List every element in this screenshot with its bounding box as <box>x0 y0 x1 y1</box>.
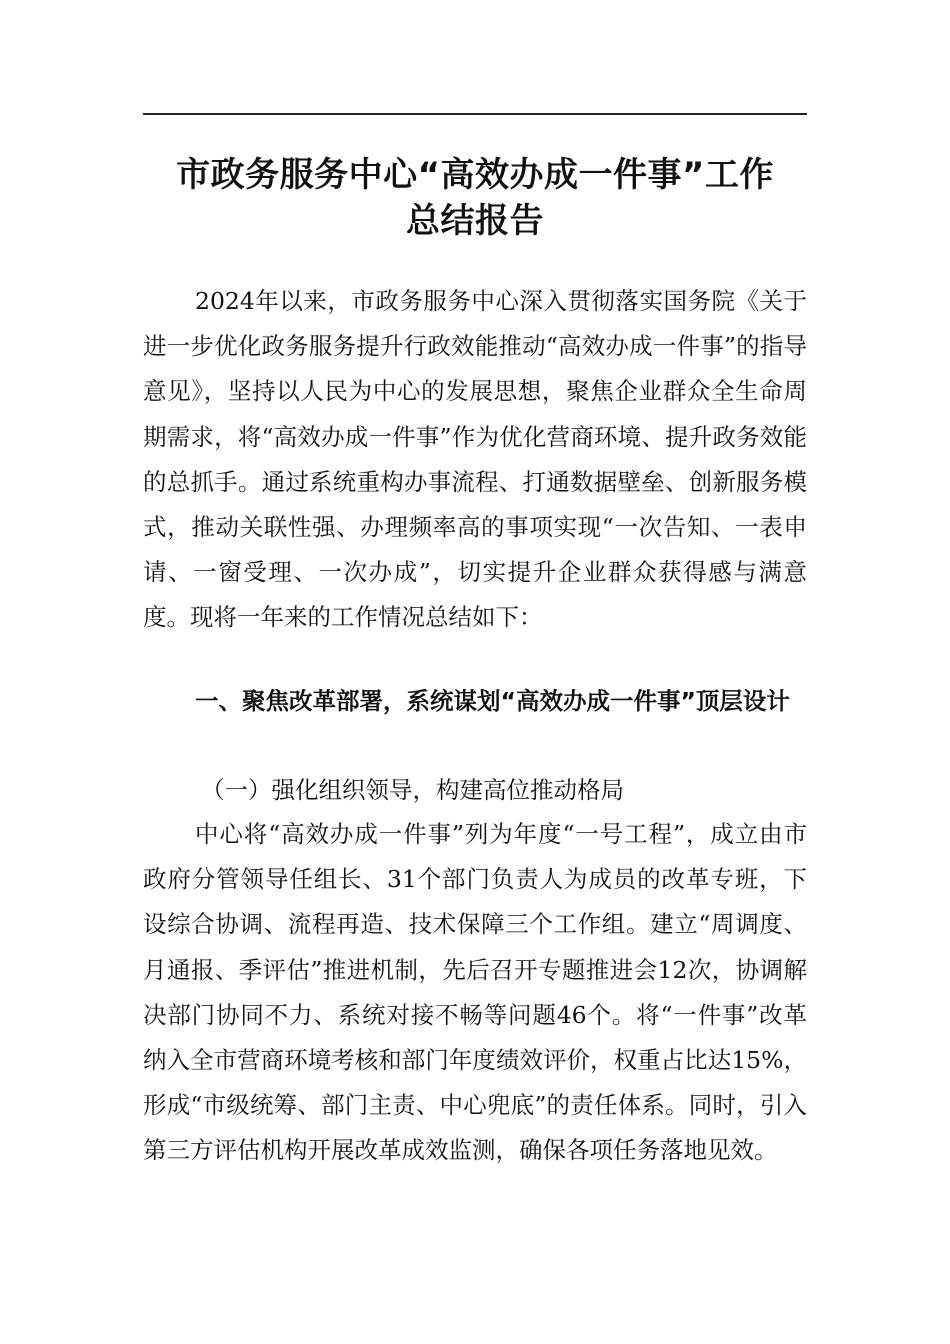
title-line-1: 市政务服务中心“高效办成一件事”工作 <box>176 155 774 195</box>
section-1-heading: 一、聚焦改革部署，系统谋划“高效办成一件事”顶层设计 <box>195 687 790 715</box>
header-rule <box>143 113 807 115</box>
subsection-1-paragraph: 中心将“高效办成一件事”列为年度“一号工程”，成立由市政府分管领导任组长、31个部门负责人为成员的改革专班，下设综合协调、流程再造、技术保障三个工作组。建立“周调度、月通报、季评估”推进机制，先后召开专题推进会12次，协调解决部门协同不力、系统对接不畅等问题46个。将“一件事”改革纳入全市营商环境考核和部门年度绩效评价，权重占比达15%，形成“市级统筹、部门主责、中心兜底”的责任体系。同时，引入第三方评估机构开展改革成效监测，确保各项任务落地见效。 <box>143 820 807 1165</box>
title-line-2: 总结报告 <box>406 201 544 241</box>
intro-paragraph: 2024年以来，市政务服务中心深入贯彻落实国务院《关于进一步优化政务服务提升行政效能推动“高效办成一件事”的指导意见》，坚持以人民为中心的发展思想，聚焦企业群众全生命周期需求，将“高效办成一件事”作为优化营商环境、提升政务效能的总抓手。通过系统重构办事流程、打通数据壁垒、创新服务模式，推动关联性强、办理频率高的事项实现“一次告知、一表申请、一窗受理、一次办成”，切实提升企业群众获得感与满意度。现将一年来的工作情况总结如下： <box>143 287 807 632</box>
document-title <box>143 152 807 244</box>
subsection-1-heading: （一）强化组织领导，构建高位推动格局 <box>201 776 624 804</box>
